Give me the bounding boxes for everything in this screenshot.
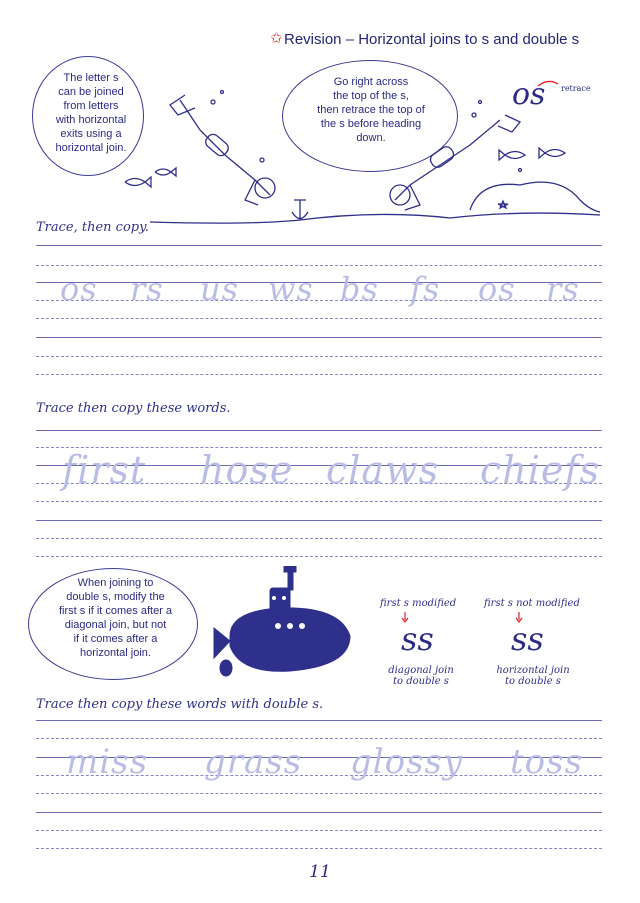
page-title: Revision – Horizontal joins to s and double s	[284, 31, 580, 48]
diagonal-caption	[386, 665, 456, 687]
bubble-line: horizontal join.	[80, 647, 151, 659]
trace-item: ws	[268, 270, 314, 308]
ruled-line	[36, 430, 602, 431]
section-1-label: Trace, then copy.	[36, 220, 149, 235]
trace-item: us	[200, 270, 240, 308]
double-s-diagonal-example	[393, 610, 453, 655]
trace-word: chiefs	[480, 448, 600, 492]
bubble-line: first s if it comes after a	[58, 605, 173, 617]
ruled-line	[36, 501, 602, 502]
trace-word: first	[62, 448, 147, 492]
trace-item: rs	[546, 270, 580, 308]
page-number: 11	[309, 862, 331, 882]
caption-line: diagonal join	[388, 665, 454, 676]
trace-item: rs	[130, 270, 164, 308]
retrace-demo	[510, 78, 562, 108]
ruled-line	[36, 265, 602, 266]
retrace-label: retrace	[561, 84, 591, 93]
bubble-line: Go right across	[333, 76, 409, 88]
bubble-line: then retrace the top of	[317, 104, 425, 116]
submarine-illustration	[200, 566, 360, 686]
bubble-line: When joining to	[77, 577, 154, 589]
trace-word: grass	[204, 742, 303, 782]
ruled-line	[36, 738, 602, 739]
speech-bubble-submarine	[28, 568, 198, 680]
horizontal-caption	[493, 665, 573, 687]
ruled-line	[36, 556, 602, 557]
trace-item: bs	[340, 270, 379, 308]
bubble-line: the top of the s,	[333, 90, 409, 102]
ruled-line	[36, 282, 602, 283]
ruled-line	[36, 720, 602, 721]
ruled-line	[36, 793, 602, 794]
ruled-line	[36, 318, 602, 319]
trace-word: claws	[326, 448, 440, 492]
ruled-line	[36, 356, 602, 357]
trace-item: os	[478, 270, 516, 308]
ruled-line	[36, 812, 602, 813]
bubble-line: with horizontal	[55, 114, 127, 126]
first-s-modified-label: first s modified	[380, 598, 457, 609]
ruled-line	[36, 830, 602, 831]
section-3-label: Trace then copy these words with double s.	[36, 697, 324, 712]
double-s-horizontal-example	[505, 610, 565, 655]
demo-letters: os	[512, 78, 546, 108]
ruled-line	[36, 337, 602, 338]
caption-line: to double s	[393, 676, 449, 687]
first-s-not-modified-label: first s not modified	[484, 598, 580, 609]
trace-item: os	[60, 270, 98, 308]
trace-word: glossy	[350, 742, 464, 782]
star-icon: ✩	[270, 29, 283, 47]
ruled-line	[36, 520, 602, 521]
bubble-line: double s, modify the	[66, 591, 165, 603]
double-s-glyph: ss	[401, 620, 434, 655]
bubble-line: diagonal join, but not	[64, 619, 167, 631]
bubble-line: can be joined	[58, 86, 124, 98]
bubble-line: exits using a	[60, 128, 122, 140]
ruled-line	[36, 245, 602, 246]
trace-word: toss	[510, 742, 584, 782]
caption-line: horizontal join	[496, 665, 570, 676]
bubble-line: from letters	[63, 100, 119, 112]
ruled-line	[36, 374, 602, 375]
caption-line: to double s	[505, 676, 561, 687]
bubble-line: The letter s	[63, 72, 119, 84]
ruled-line	[36, 538, 602, 539]
trace-word: miss	[66, 742, 149, 782]
trace-word: hose	[200, 448, 294, 492]
ruled-line	[36, 300, 602, 301]
bubble-line: the s before heading	[320, 118, 422, 130]
trace-item: fs	[410, 270, 441, 308]
bubble-line: horizontal join.	[55, 142, 127, 154]
double-s-glyph: ss	[511, 620, 544, 655]
bubble-line: down.	[356, 132, 386, 144]
bubble-line: if it comes after a	[73, 633, 158, 645]
ruled-line	[36, 848, 602, 849]
section-2-label: Trace then copy these words.	[36, 401, 231, 416]
